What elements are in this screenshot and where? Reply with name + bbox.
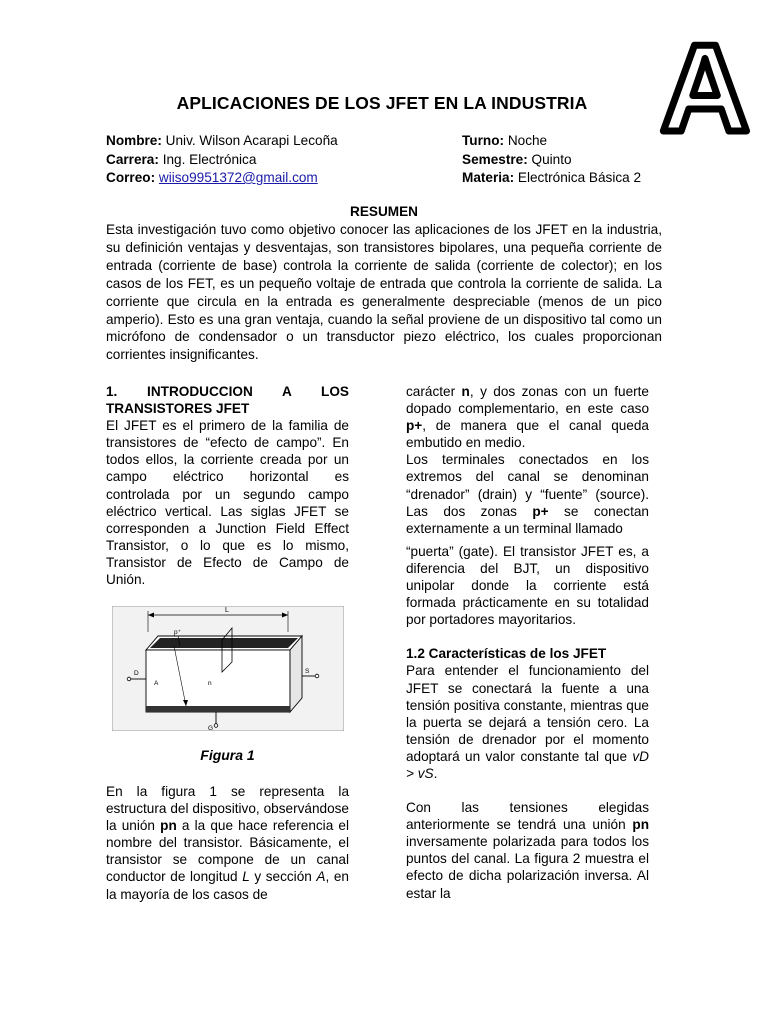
label-g: G [208, 725, 214, 731]
jfet-structure-figure [112, 606, 344, 731]
semestre-value: Quinto [531, 151, 572, 167]
email-link[interactable]: wiiso9951372@gmail.com [158, 170, 318, 185]
section-1-2-heading: 1.2 Características de los JFET [406, 646, 607, 662]
label-l: L [225, 607, 229, 614]
label-a: A [154, 680, 159, 687]
figure-1-caption: Figura 1 [200, 747, 255, 763]
nombre-value: Univ. Wilson Acarapi Lecoña [165, 133, 338, 148]
terminals-paragraph: Los terminales conectados en los extremos del canal se denominan “drenador” (drain) y “fuente” (source). Las dos zonas p+ se conectan externamente a un terminal llamado [406, 452, 649, 536]
course-info [462, 132, 641, 188]
turno-value: Noche [507, 133, 548, 148]
materia-label: Materia: [462, 170, 515, 185]
letter-a-logo [655, 33, 755, 139]
section-1-heading: 1. INTRODUCCION A LOS TRANSISTORES JFET [106, 384, 349, 417]
label-n: n [208, 680, 212, 687]
figure-description-paragraph: En la figura 1 se representa la estructura del dispositivo, observándose la unión pn a la que hace referencia el nombre del transistor. Básicamente, el transistor se compone de un canal conductor de longitud L y sección A, en la mayoría de los casos de [106, 784, 349, 902]
semestre-label: Semestre: [462, 151, 528, 167]
gate-paragraph: “puerta” (gate). El transistor JFET es, a diferencia del BJT, un dispositivo unipolar donde la corriente está formada prácticamente en su totalidad por portadores mayoritarios. [406, 543, 649, 628]
author-info [106, 132, 338, 188]
materia-row [462, 169, 641, 188]
nombre-label: Nombre: [106, 133, 162, 148]
materia-value: Electrónica Básica 2 [517, 170, 642, 185]
label-s: S [305, 668, 310, 675]
left-column [106, 383, 349, 588]
section-1-paragraph: El JFET es el primero de la familia de transistores de “efecto de campo”. En todos ellos, la corriente creada por un campo eléctrico horizontal es controlada por un segundo campo eléctrico vertical. Las siglas JFET se corresponden a Junction Field Effect Transistor, o lo que es lo mismo, Transistor de Efecto de Campo de Unión. [106, 418, 349, 588]
polarization-paragraph: Con las tensiones elegidas anteriormente se tendrá una unión pn inversamente polarizada para todos los puntos del canal. La figura 2 muestra el efecto de dicha polarización inversa. Al estar la [406, 800, 649, 901]
svg-text:A: A [660, 33, 750, 139]
characteristics-paragraph: Para entender el funcionamiento del JFET se conectará la fuente a una tensión positiva constante, mientras que la puerta se dejará a tensión cero. La tensión de drenador por el momento adoptará un valor constante tal que vD > vS. [406, 663, 649, 781]
correo-label: Correo: [106, 170, 156, 185]
semestre-row [462, 151, 641, 170]
carrera-value: Ing. Electrónica [162, 151, 257, 167]
document-title: APLICACIONES DE LOS JFET EN LA INDUSTRIA [176, 93, 588, 113]
nombre-row [106, 132, 338, 151]
resumen-paragraph: Esta investigación tuvo como objetivo conocer las aplicaciones de los JFET en la industria, su definición ventajas y desventajas, son transistores bipolares, una pequeña corriente de entrada (corriente de base) controla la corriente de salida (corriente de colector); en los casos de los FET, es un pequeño voltaje de entrada que controla la corriente de salida. La corriente que circula en la entrada es generalmente despreciable (menos de un pico amperio). Esto es una gran ventaja, cuando la señal proviene de un dispositivo tal como un micrófono de condensador o un transductor piezo eléctrico, los cuales proporcionan corrientes insignificantes. [106, 222, 662, 363]
carrera-label: Carrera: [106, 151, 159, 167]
correo-row [106, 169, 338, 188]
label-d: D [134, 670, 139, 677]
label-p-plus: p⁺ [174, 629, 182, 636]
carrera-row [106, 151, 338, 170]
turno-label: Turno: [462, 133, 505, 148]
channel-paragraph: carácter n, y dos zonas con un fuerte dopado complementario, en este caso p+, de manera que el canal queda embutido en medio. [406, 384, 649, 451]
left-column-continued [106, 783, 349, 903]
resumen-heading: RESUMEN [350, 204, 418, 219]
turno-row [462, 132, 641, 151]
right-column [406, 383, 649, 902]
